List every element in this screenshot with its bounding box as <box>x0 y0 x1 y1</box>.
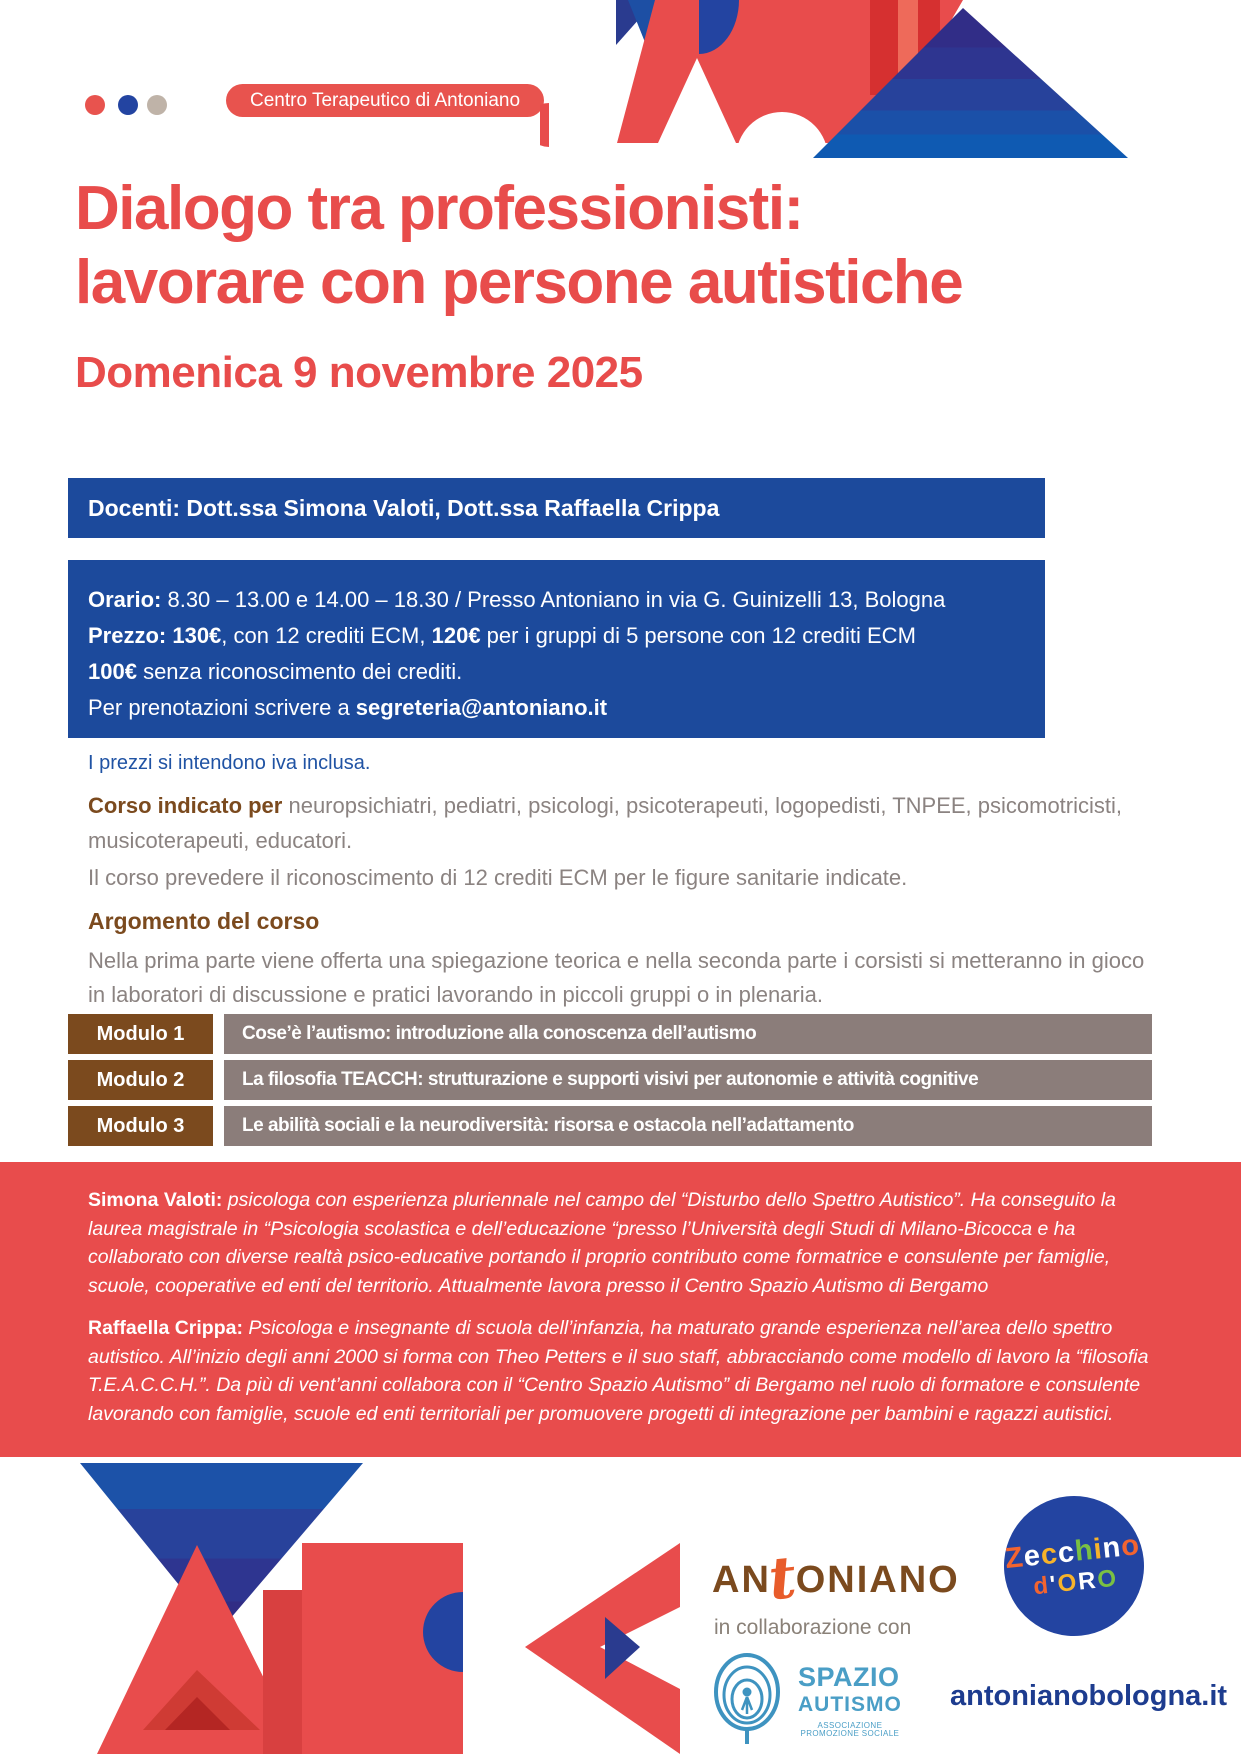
info-box <box>68 560 1045 738</box>
module-2-label: Modulo 2 <box>68 1060 213 1100</box>
zecchino-doro-logo <box>997 1489 1151 1643</box>
bios-section <box>0 1162 1241 1457</box>
antoniano-logo-pre: AN <box>712 1559 771 1601</box>
prezzo-label: Prezzo: 130€ <box>88 623 222 648</box>
center-badge: Centro Terapeutico di Antoniano <box>226 84 544 117</box>
bio-raffaella-crippa <box>88 1314 1154 1428</box>
bio-2-text: Psicologa e insegnante di scuola dell’infanzia, ha maturato grande esperienza nell’area dello spettro autistico. All’inizio degli anni 2000 si forma con Theo Petters e il suo staff, abbracciando come modello di lavoro la “filosofia T.E.A.C.C.H.”. Da più di vent’anni collabora con il “Centro Spazio Autismo” di Bergamo nel ruolo di formatore e consulente lavorando con famiglie, scuole ed enti territoriali per promuovere progetti di integrazione per bambini e ragazzi autistici. <box>88 1317 1149 1425</box>
info-prezzo-base <box>88 654 1027 690</box>
prenotazioni-text: Per prenotazioni scrivere a <box>88 695 356 720</box>
prezzo-base-label: 100€ <box>88 659 137 684</box>
module-3-title: Le abilità sociali e la neurodiversità: risorsa e ostacola nell’adattamento <box>224 1106 1152 1146</box>
bio-2-name: Raffaella Crippa: <box>88 1317 243 1339</box>
page-title-line1: Dialogo tra professionisti: <box>75 174 803 243</box>
spazio-autismo-spiral-icon <box>712 1652 782 1749</box>
module-2-title: La filosofia TEACCH: strutturazione e supporti visivi per autonomie e attività cognitive <box>224 1060 1152 1100</box>
prezzo-mid: , con 12 crediti ECM, <box>221 623 432 648</box>
collaboration-label: in collaborazione con <box>714 1616 912 1639</box>
module-1-label: Modulo 1 <box>68 1014 213 1054</box>
spazio-logo-sub1: ASSOCIAZIONE <box>817 1721 883 1730</box>
info-prezzo <box>88 618 1027 654</box>
corso-ecm-line: Il corso prevedere il riconoscimento di 12 crediti ECM per le figure sanitarie indicate. <box>88 865 908 890</box>
bio-simona-valoti <box>88 1186 1154 1300</box>
module-1-title: Cose’è l’autismo: introduzione alla conoscenza dell’autismo <box>224 1014 1152 1054</box>
argomento-heading: Argomento del corso <box>88 908 320 934</box>
prezzo-base-text: senza riconoscimento dei crediti. <box>136 659 463 684</box>
spazio-logo-sub2: PROMOZIONE SOCIALE <box>800 1729 900 1738</box>
spazio-logo-sub <box>798 1722 902 1738</box>
antoniano-logo <box>712 1544 960 1612</box>
deco-blue-half-circle-icon <box>423 1592 503 1672</box>
argomento-body: Nella prima parte viene offerta una spiegazione teorica e nella seconda parte i corsisti si metteranno in gioco in laboratori di discussione e pratici lavorando in piccoli gruppi o in plenaria. <box>88 948 1145 1007</box>
info-orario <box>88 582 1027 618</box>
antoniano-logo-t: t <box>765 1542 802 1614</box>
blue-dot-icon <box>118 95 138 115</box>
bottom-left-decoration <box>80 1457 700 1754</box>
page-title-line2: lavorare con persone autistiche <box>75 248 963 317</box>
red-dot-icon <box>85 95 105 115</box>
prezzo-rest: per i gruppi di 5 persone con 12 crediti ECM <box>480 623 916 648</box>
zecchino-logo-line2: d'ORO <box>1031 1564 1120 1600</box>
antoniano-logo-post: ONIANO <box>795 1559 960 1601</box>
booking-email-link[interactable]: segreteria@antoniano.it <box>355 695 608 720</box>
top-right-decoration <box>540 0 1140 160</box>
spazio-logo-line1: SPAZIO <box>798 1662 900 1692</box>
orario-label: Orario: <box>88 587 162 612</box>
beige-dot-icon <box>147 95 167 115</box>
corso-lead: Corso indicato per <box>88 793 283 818</box>
spazio-autismo-logo <box>798 1664 902 1738</box>
orario-text: 8.30 – 13.00 e 14.00 – 18.30 / Presso Antoniano in via G. Guinizelli 13, Bologna <box>161 587 946 612</box>
deco-red-band-icon <box>263 1590 302 1754</box>
bio-1-text: psicologa con esperienza pluriennale nel campo del “Disturbo dello Spettro Autistico”. Ha conseguito la laurea magistrale in “Psicologia scolastica e dell’educazione “presso l’Università degli Studi di Milano-Bicocca e ha collaborato con diverse realtà psico-educative portando il proprio contributo come formatrice e consulente per famiglie, scuole, cooperative ed enti del territorio. Attualmente lavora presso il Centro Spazio Autismo di Bergamo <box>88 1189 1116 1297</box>
corso-paragraph <box>88 788 1148 858</box>
deco-half-disc-icon <box>540 103 549 147</box>
spazio-logo-line2: AUTISMO <box>798 1693 902 1716</box>
prezzo-group: 120€ <box>431 623 481 648</box>
website-link[interactable]: antonianobologna.it <box>950 1680 1228 1712</box>
corso-audience: neuropsichiatri, pediatri, psicologi, psicoterapeuti, logopedisti, TNPEE, psicomotricisti, musicoterapeuti, educatori. <box>88 793 1123 853</box>
zecchino-logo-line1: Zecchino <box>1003 1528 1142 1575</box>
module-3-label: Modulo 3 <box>68 1106 213 1146</box>
event-date: Domenica 9 novembre 2025 <box>75 348 643 397</box>
docenti-bar: Docenti: Dott.ssa Simona Valoti, Dott.ssa Raffaella Crippa <box>68 478 1045 538</box>
info-prenotazioni <box>88 690 1027 726</box>
vat-note: I prezzi si intendono iva inclusa. <box>88 752 371 774</box>
bio-1-name: Simona Valoti: <box>88 1189 223 1211</box>
